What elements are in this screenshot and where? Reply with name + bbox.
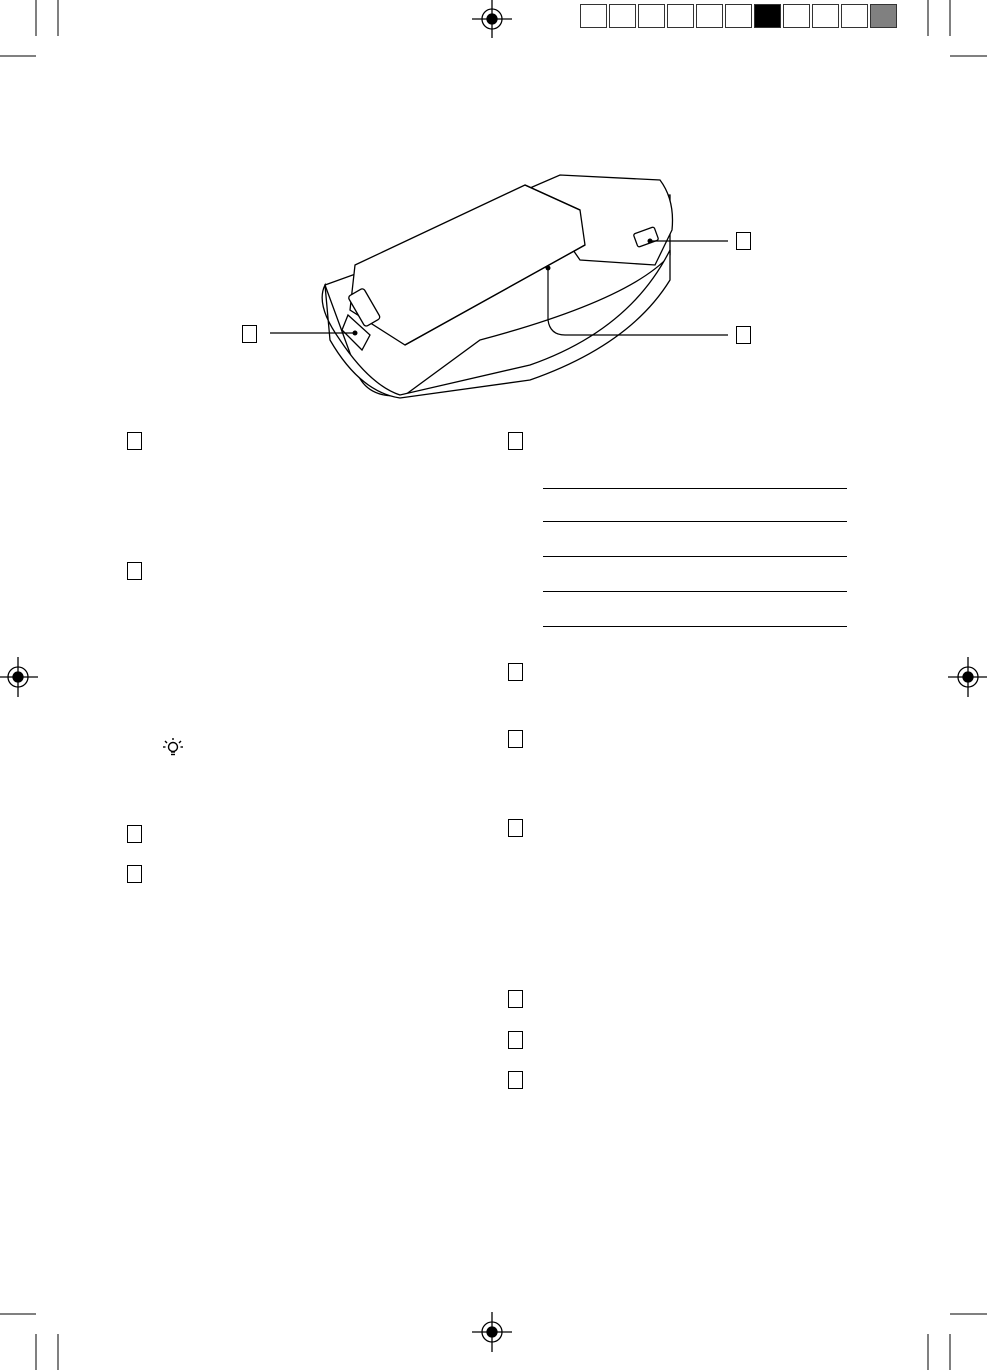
item-strap-hole xyxy=(508,990,535,1008)
item-number xyxy=(508,730,523,748)
table-row xyxy=(543,522,847,557)
item-number xyxy=(508,1071,523,1089)
item-power-switch xyxy=(508,663,535,681)
table-header xyxy=(543,489,733,522)
item-number xyxy=(127,432,142,450)
lightbulb-icon xyxy=(163,738,183,756)
table-row xyxy=(543,592,847,627)
item-left-button xyxy=(127,432,154,450)
item-battery-cover xyxy=(508,1071,535,1089)
registration-target-bottom xyxy=(472,1312,512,1352)
item-number xyxy=(127,865,142,883)
registration-target-left xyxy=(0,657,38,697)
item-number xyxy=(127,562,142,580)
item-number xyxy=(127,825,142,843)
table-header-row xyxy=(543,489,847,522)
table-cell xyxy=(733,592,847,627)
registration-target-right xyxy=(948,657,987,697)
item-number xyxy=(508,663,523,681)
device-back-view-illustration xyxy=(230,170,770,410)
power-lamp-status-table xyxy=(543,488,847,627)
item-bluetooth-status-lamp xyxy=(127,825,154,843)
callout-12 xyxy=(736,232,751,250)
item-scroll-line xyxy=(508,730,535,748)
item-slide-show-button xyxy=(127,562,154,580)
table-cell xyxy=(543,592,733,627)
item-number xyxy=(508,990,523,1008)
table-cell xyxy=(733,557,847,592)
table-header xyxy=(733,489,847,522)
callout-13 xyxy=(736,326,751,344)
registration-target-top xyxy=(472,0,512,38)
table-cell xyxy=(543,557,733,592)
item-number xyxy=(508,432,523,450)
hint-heading xyxy=(163,738,186,756)
item-right-button xyxy=(508,819,535,837)
item-connect-button xyxy=(508,1031,535,1049)
table-cell xyxy=(543,522,733,557)
table-row xyxy=(543,557,847,592)
item-number xyxy=(508,1031,523,1049)
table-cell xyxy=(733,522,847,557)
item-next-slide-button xyxy=(127,865,154,883)
item-number xyxy=(508,819,523,837)
callout-11 xyxy=(242,325,257,343)
item-power-lamp xyxy=(508,432,535,450)
